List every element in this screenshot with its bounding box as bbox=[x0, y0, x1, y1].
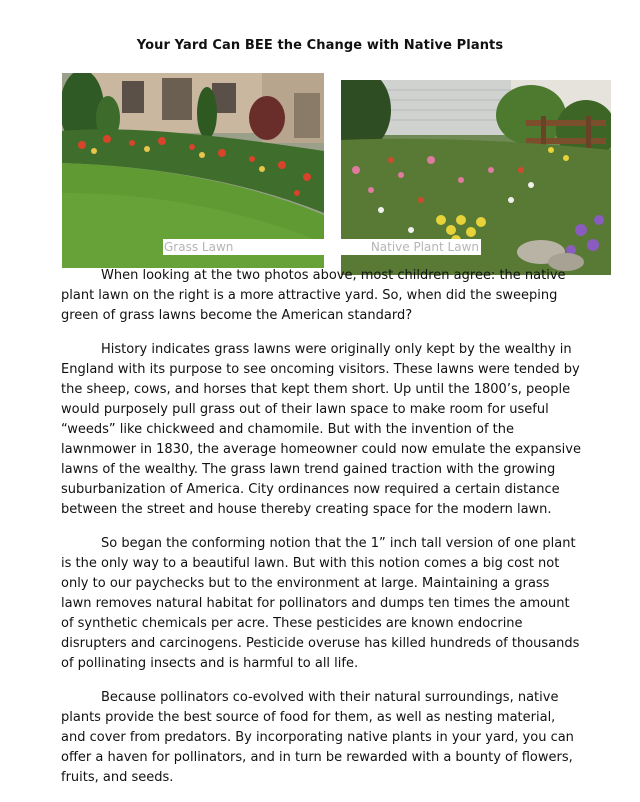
native-plant-lawn-caption: Native Plant Lawn bbox=[341, 239, 481, 255]
paragraph-1: When looking at the two photos above, most children agree: the native plant lawn on the right is a more attractive yard. So, when did the sweeping green of grass lawns become the American standard? bbox=[61, 268, 566, 323]
paragraph-3: So began the conforming notion that the 1” inch tall version of one plant is the only way to a beautiful lawn. But with this notion comes a big cost not only to our paychecks but to the environment at large. Maintaining a grass lawn removes natural habitat for pollinators and dumps ten times the amount of synthetic chemicals per acre. These pesticides are known endocrine disrupters and carcinogens. Pesticide overuse has killed hundreds of thousands of pollinating insects and is harmful to all life. bbox=[61, 536, 580, 671]
grass-lawn-caption: Grass Lawn bbox=[163, 239, 325, 255]
page-title: Your Yard Can BEE the Change with Native Plants bbox=[136, 38, 504, 53]
article-body bbox=[61, 266, 583, 802]
paragraph-2: History indicates grass lawns were originally only kept by the wealthy in England with its purpose to see oncoming visitors. These lawns were tended by the sheep, cows, and horses that kept them short. Up until the 1800’s, people would purposely pull grass out of their lawn space to make room for useful “weeds” like chickweed and chamomile. But with the invention of the lawnmower in 1830, the average homeowner could now emulate the expansive lawns of the wealthy. The grass lawn trend gained traction with the growing suburbanization of America. City ordinances now required a certain distance between the street and house thereby creating space for the modern lawn. bbox=[61, 342, 581, 517]
paragraph-4: Because pollinators co-evolved with their natural surroundings, native plants provide the best source of food for them, as well as nesting material, and cover from predators. By incorporating native plants in your yard, you can offer a haven for pollinators, and in turn be rewarded with a bounty of flowers, fruits, and seeds. bbox=[61, 690, 574, 785]
